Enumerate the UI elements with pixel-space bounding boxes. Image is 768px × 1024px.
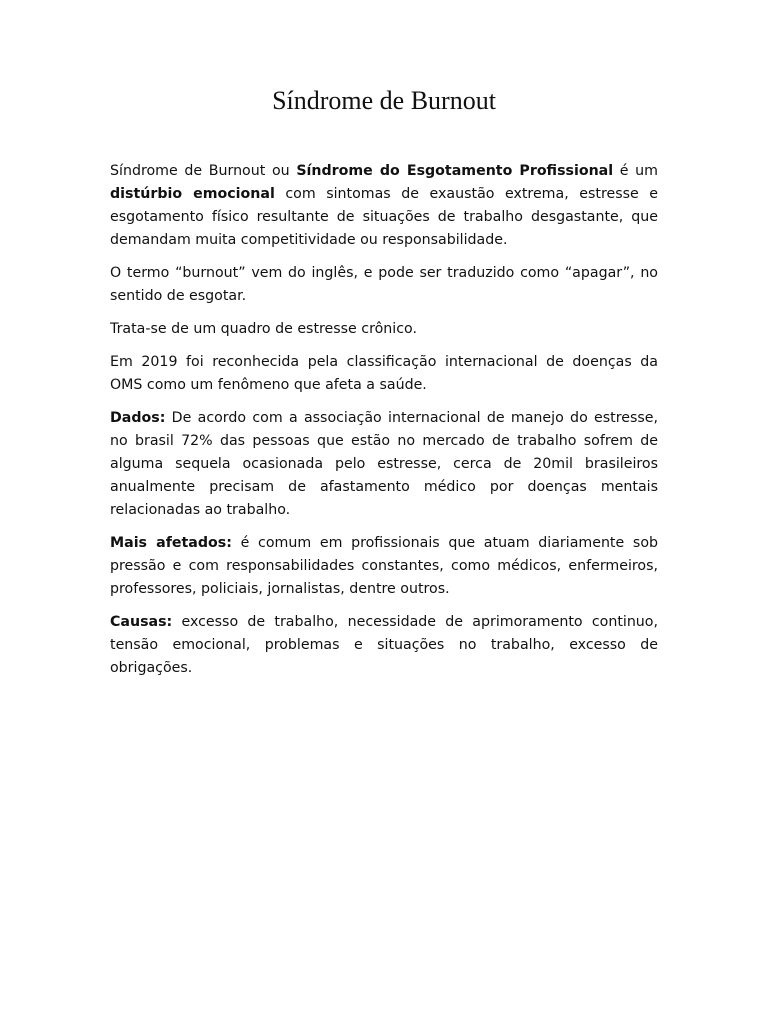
bold-term: Síndrome do Esgotamento Profissional — [296, 163, 614, 179]
paragraph-dados — [110, 407, 658, 522]
section-label: Mais afetados: — [110, 535, 232, 551]
page-title: Síndrome de Burnout — [272, 86, 496, 115]
section-label: Causas: — [110, 614, 173, 630]
paragraph-text: com sintomas de exaustão extrema, estresse e esgotamento físico resultante de situações de trabalho desgastante, que demandam muita competitividade ou responsabilidade. — [110, 186, 658, 248]
paragraph-etymology: O termo “burnout” vem do inglês, e pode ser traduzido como “apagar”, no sentido de esgotar. — [110, 265, 658, 304]
paragraph-chronic: Trata-se de um quadro de estresse crônico. — [110, 321, 417, 337]
paragraph-definition — [110, 160, 658, 252]
paragraph-text: é comum em profissionais que atuam diariamente sob pressão e com responsabilidades constantes, como médicos, enfermeiros, professores, policiais, jornalistas, dentre outros. — [110, 535, 659, 597]
paragraph-text: excesso de trabalho, necessidade de aprimoramento continuo, tensão emocional, problemas e situações no trabalho, excesso de obrigações. — [110, 614, 658, 676]
section-label: Dados: — [110, 410, 166, 426]
paragraph-causas — [110, 611, 658, 680]
paragraph-text: De acordo com a associação internacional de manejo do estresse, no brasil 72% das pessoas que estão no mercado de trabalho sofrem de alguma sequela ocasionada pelo estresse, cerca de 20mil brasileiros anualmente precisam de afastamento médico por doenças mentais relacionadas ao trabalho. — [110, 410, 658, 518]
document-body — [110, 160, 658, 690]
paragraph-mais-afetados — [110, 532, 658, 601]
paragraph-oms: Em 2019 foi reconhecida pela classificação internacional de doenças da OMS como um fenômeno que afeta a saúde. — [110, 354, 658, 393]
paragraph-text: Síndrome de Burnout ou — [110, 163, 297, 179]
bold-term: distúrbio emocional — [110, 186, 275, 202]
paragraph-text: é um — [613, 163, 658, 179]
